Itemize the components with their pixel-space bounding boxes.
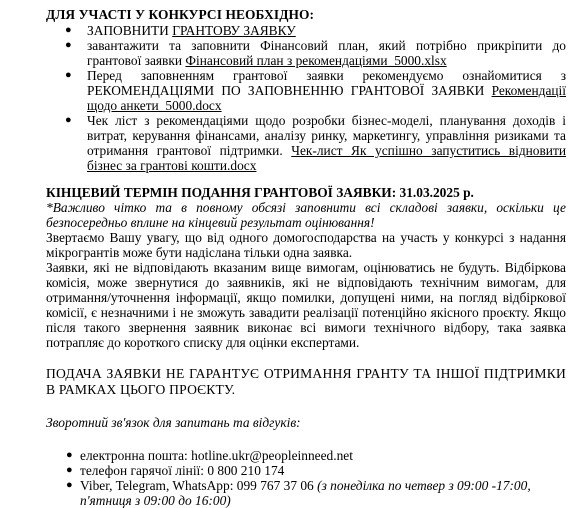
- contacts-list: [46, 448, 566, 508]
- list-item: [46, 448, 566, 463]
- email-contact: електронна пошта: hotline.ukr@peopleinneed.net: [80, 448, 353, 463]
- rules-paragraph: Заявки, які не відповідають вказаним вище вимогам, оцінюватись не будуть. Відбіркова комісія, може звернутися до заявників, які не відповідають технічним вимогам, для отримання/уточнення інформації, якщо помилки, допущені ними, на погляд відбіркової комісії, є незначними і не зможуть завадити реалізації потенційно якісного проєкту. Якщо після такого звернення заявник виконає всі вимоги технічного відбору, така заявка потрапляє до короткого списку для оцінки експертами.: [46, 260, 566, 350]
- messengers-contact: Viber, Telegram, WhatsApp: 099 767 37 06: [80, 478, 314, 493]
- list-item: [46, 23, 566, 38]
- hotline-contact: телефон гарячої лінії: 0 800 210 174: [80, 463, 285, 478]
- bullet-text: Чек ліст з рекомендаціями щодо розробки бізнес-моделі, планування доходів і витрат, керування фінансами, аналізу ринку, маркетингу, управління ризиками та отримання грантової підтримки.: [87, 113, 566, 158]
- deadline-heading: КІНЦЕВИЙ ТЕРМІН ПОДАННЯ ГРАНТОВОЇ ЗАЯВКИ: 31.03.2025 р.: [46, 185, 474, 200]
- household-paragraph: Звертаємо Вашу увагу, що від одного домогосподарства на участь у конкурсі з надання мікрогрантів може бути надіслана тільки одна заявка.: [46, 230, 566, 260]
- bullet-icon: ●: [66, 464, 73, 476]
- important-note: *Важливо чітко та в повному обсязі заповнити всі складові заявки, оскільки це безпосередньо вплине на кінцевий результат оцінювання!: [46, 200, 566, 230]
- bullet-text: ЗАПОВНИТИ: [87, 23, 169, 38]
- bullet-text: Перед заповненням грантової заявки рекомендуємо ознайомитися з РЕКОМЕНДАЦІЯМИ ПО ЗАПОВНЕННЮ ГРАНТОВОЇ ЗАЯВКИ: [87, 68, 566, 98]
- checklist-link[interactable]: Чек-лист Як успішно запуститись відновити бізнес за грантові кошти.docx: [87, 143, 566, 173]
- list-item: [46, 68, 566, 113]
- requirements-list: [46, 23, 566, 173]
- document-page: [46, 0, 566, 508]
- list-item: [46, 38, 566, 68]
- list-item: [46, 478, 566, 508]
- bullet-icon: ●: [65, 114, 72, 126]
- bullet-icon: ●: [66, 449, 73, 461]
- bullet-icon: ●: [65, 24, 72, 36]
- bullet-icon: ●: [66, 479, 73, 491]
- requirements-heading: ДЛЯ УЧАСТІ У КОНКУРСІ НЕОБХІДНО:: [46, 7, 315, 22]
- grant-application-link[interactable]: ГРАНТОВУ ЗАЯВКУ: [172, 23, 296, 38]
- bullet-icon: ●: [65, 39, 72, 51]
- recommendations-link[interactable]: Рекомендації щодо анкети_5000.docx: [87, 83, 566, 113]
- contacts-title: Зворотний зв'язок для запитань та відгуків:: [46, 415, 301, 430]
- list-item: [46, 113, 566, 173]
- bullet-icon: ●: [65, 69, 72, 81]
- list-item: [46, 463, 566, 478]
- disclaimer: ПОДАЧА ЗАЯВКИ НЕ ГАРАНТУЄ ОТРИМАННЯ ГРАНТУ ТА ІНШОЇ ПІДТРИМКИ В РАМКАХ ЦЬОГО ПРОЄКТУ.: [46, 366, 566, 397]
- bullet-text: завантажити та заповнити Фінансовий план, який потрібно прикріпити до грантової заявки: [87, 38, 566, 68]
- financial-plan-link[interactable]: Фінансовий план з рекомендаціями_5000.xlsx: [185, 53, 447, 68]
- messengers-hours: (з понеділка по четвер з 09:00 -17:00, п'ятниця з 09:00 до 16:00): [80, 478, 531, 508]
